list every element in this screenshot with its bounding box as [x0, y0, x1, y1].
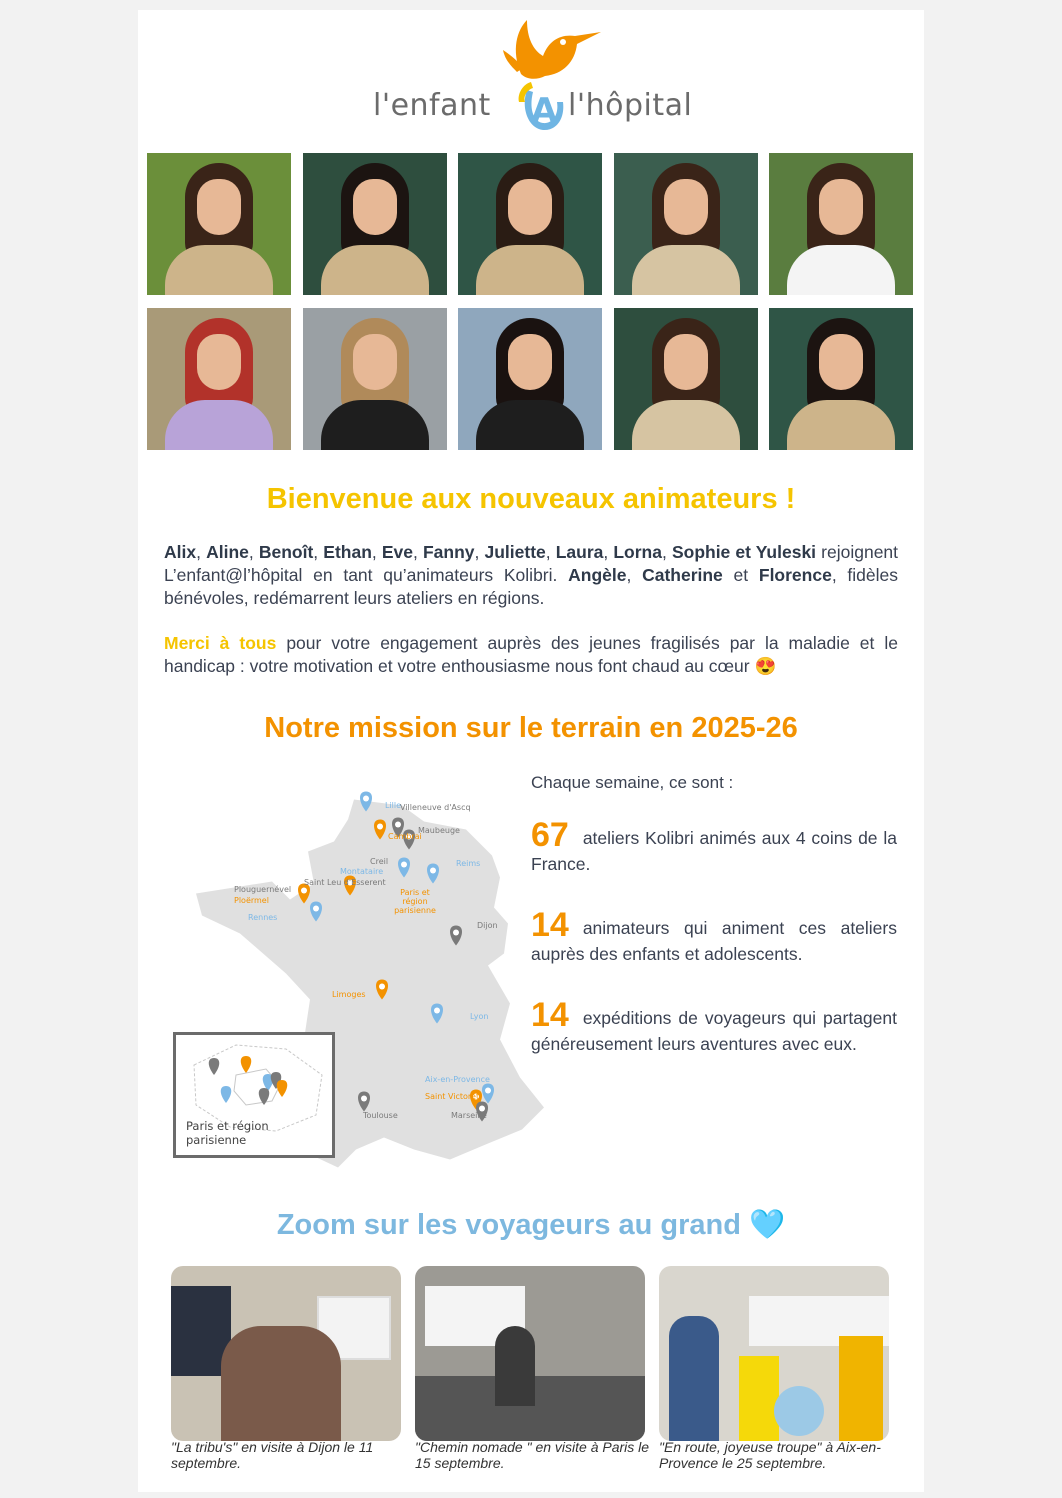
animator-photo: [147, 308, 291, 450]
map-label: Lyon: [470, 1012, 489, 1021]
map-label: Maubeuge: [418, 826, 460, 835]
animator-photo: [303, 153, 447, 295]
zoom-title: [138, 1208, 924, 1242]
map-label: Aix-en-Provence: [425, 1075, 490, 1084]
traveller-caption: "La tribu's" en visite à Dijon le 11 septembre.: [171, 1439, 374, 1471]
map-label: Cambrai: [388, 832, 422, 841]
map-label: Saint Leu d'Esserent: [304, 878, 386, 887]
thanks-text: pour votre engagement auprès des jeunes fragilisés par la maladie et le handicap : votre motivation et votre enthousiasme nous font chaud au cœur: [164, 633, 898, 676]
stat-number: 67: [531, 816, 569, 854]
animator-name: Fanny: [422, 542, 475, 562]
map-pin-icon: [241, 1056, 252, 1073]
traveller-caption: "En route, joyeuse troupe" à Aix-en-Provence le 25 septembre.: [659, 1439, 881, 1471]
animator-photo: [303, 308, 447, 450]
paris-inset-map: [173, 1032, 335, 1158]
map-label: Ploërmel: [234, 896, 269, 905]
animator-photo: [769, 308, 913, 450]
animator-photo: [458, 308, 602, 450]
animator-names: Alix, Aline, Benoît, Ethan, Eve, Fanny, Juliette, Laura, Lorna, Sophie et Yuleski: [164, 542, 817, 562]
map-pin-dot: [430, 868, 436, 874]
map-pin-icon: [221, 1086, 232, 1103]
logo-right-text: l'hôpital: [568, 88, 693, 123]
animator-name: Ethan: [323, 542, 372, 562]
stat-number: 14: [531, 996, 569, 1034]
logo-left-text: l'enfant: [373, 88, 491, 123]
welcome-title: Bienvenue aux nouveaux animateurs !: [266, 483, 796, 515]
traveller-caption: "Chemin nomade " en visite à Paris le 15 septembre.: [415, 1439, 650, 1471]
animator-name: Aline: [206, 542, 249, 562]
logo[interactable]: [368, 10, 708, 145]
stats-intro: Chaque semaine, ce sont :: [531, 773, 734, 792]
map-pin-dot: [401, 862, 407, 868]
welcome-sentence-2: , fidèles bénévoles, redémarrent leurs ateliers en régions.: [164, 565, 898, 608]
zoom-title-text: Zoom sur les voyageurs au grand: [276, 1209, 741, 1241]
animator-name: Sophie et Yuleski: [671, 542, 817, 562]
map-pin-dot: [379, 984, 385, 990]
animator-photo: [458, 153, 602, 295]
map-pin-dot: [453, 930, 459, 936]
map-label: Saint Victoret: [425, 1092, 480, 1101]
map-label: Rennes: [248, 913, 278, 922]
stat-expeditions: [531, 996, 897, 1057]
newsletter-page: [138, 10, 924, 1492]
inset-pins: [209, 1056, 288, 1105]
animator-photo: [147, 153, 291, 295]
animator-name: Alix: [164, 542, 197, 562]
map-label: Lille: [385, 801, 402, 810]
volunteer-name-3: Florence: [758, 565, 832, 585]
stat-workshops: [531, 816, 897, 877]
stat-text: expéditions de voyageurs qui partagent généreusement leurs aventures avec eux.: [531, 1008, 897, 1054]
map-pin-icon: [209, 1058, 220, 1075]
animator-name: Benoît: [258, 542, 314, 562]
animator-name: Eve: [381, 542, 413, 562]
heart-eyes-emoji-icon: 😍: [754, 656, 777, 676]
map-label: Dijon: [477, 921, 498, 930]
blue-heart-icon: 🩵: [749, 1209, 786, 1241]
map-label: Plouguernével: [234, 885, 292, 894]
traveller-photo[interactable]: [171, 1266, 401, 1441]
animator-name: Juliette: [484, 542, 546, 562]
map-pin-dot: [301, 888, 307, 894]
volunteer-name-2: Catherine: [642, 565, 723, 585]
welcome-paragraph: Alix, Aline, Benoît, Ethan, Eve, Fanny, Juliette, Laura, Lorna, Sophie et Yuleski rejoignent L’enfant@l’hôpital en tant qu’animateurs Kolibri. Angèle, Catherine et Florence, fidèles bénévoles, redémarrent leurs ateliers en régions.: [164, 542, 899, 608]
welcome-sentence-1: rejoignent L’enfant@l’hôpital en tant qu’animateurs Kolibri.: [164, 542, 899, 585]
volunteer-name-1: Angèle: [568, 565, 627, 585]
inset-title: Paris et région parisienne: [186, 1119, 269, 1147]
map-label: Villeneuve d'Ascq: [400, 803, 471, 812]
stat-animators: [531, 906, 897, 967]
map-pin-dot: [361, 1096, 367, 1102]
map-label: Montataire: [340, 867, 384, 876]
traveller-photo[interactable]: [659, 1266, 889, 1441]
map-pin-dot: [395, 822, 401, 828]
map-pin-dot: [313, 906, 319, 912]
animator-name: Lorna: [613, 542, 662, 562]
traveller-photo[interactable]: [415, 1266, 645, 1441]
stat-text: ateliers Kolibri animés aux 4 coins de la France.: [531, 828, 897, 874]
thanks-paragraph: [164, 632, 898, 678]
animator-photo: [614, 308, 758, 450]
map-pin-dot: [377, 824, 383, 830]
map-pin-dot: [363, 796, 369, 802]
map-label: Limoges: [332, 990, 366, 999]
and-word: et: [733, 565, 749, 585]
map-pin-dot: [485, 1088, 491, 1094]
animator-photo: [614, 153, 758, 295]
animator-photo: [769, 153, 913, 295]
thanks-highlight: Merci à tous: [164, 633, 277, 653]
map-pin-icon: [277, 1080, 288, 1097]
map-pin-dot: [434, 1008, 440, 1014]
map-label-paris: Paris et région parisienne: [394, 888, 436, 915]
mission-title: Notre mission sur le terrain en 2025-26: [264, 712, 798, 744]
map-label: Creil: [370, 857, 389, 866]
logo-mark: A: [531, 91, 558, 131]
map-label: Reims: [456, 859, 481, 868]
stat-text: animateurs qui animent ces ateliers auprès des enfants et adolescents.: [531, 918, 897, 964]
map-label: Marseille: [451, 1111, 487, 1120]
hummingbird-logo-icon: [483, 10, 603, 135]
stat-number: 14: [531, 906, 569, 944]
animator-name: Laura: [555, 542, 604, 562]
map-label: Toulouse: [363, 1111, 398, 1120]
